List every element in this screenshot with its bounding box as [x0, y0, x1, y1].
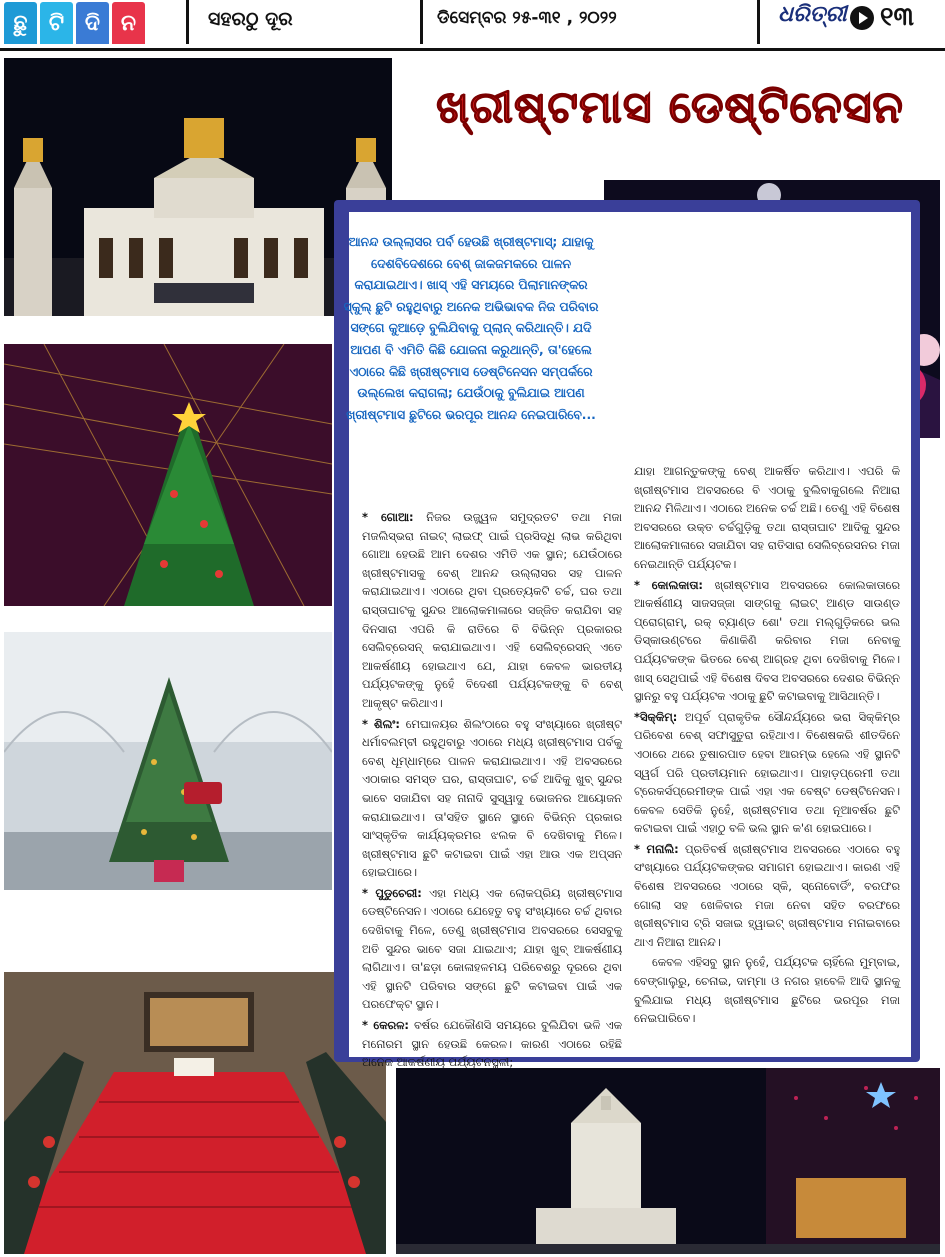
paragraph	[362, 884, 622, 1014]
place-keyword: * ଗୋଆ:	[362, 510, 414, 524]
paragraph-text: ଅପୂର୍ବ ପ୍ରାକୃତିକ ସୌନ୍ଦର୍ଯ୍ୟରେ ଭରା ସିକ୍କିମ୍‌ର ପରିବେଶ ବେଶ୍ ସଫାସୁତୁରା ରହିଥାଏ। ବିଶେଷକରି ଶୀତଦିନେ ଏଠାରେ ଥରେ ତୁଷାରପାତ ହେବା ଆରମ୍ଭ ହେଲେ ଏହି ସ୍ଥାନଟି ସ୍ୱର୍ଗ ପରି ପ୍ରତୀୟମାନ ହୋଇଥାଏ। ପାହାଡ଼ପ୍ରେମୀ ତଥା ଟ୍ରେକର୍ସପ୍ରେମୀଙ୍କ ପାଇଁ ଏହା ଏକ ବେଷ୍ଟ ଡେଷ୍ଟିନେସନ। କେବଳ ସେତିକି ନୁହେଁ, ଖ୍ରୀଷ୍ଟମାସ ତଥା ନୂଆବର୍ଷର ଛୁଟି କଟାଇବା ପାଇଁ ଏହାଠୁ ବଳି ଭଲ ସ୍ଥାନ କ'ଣ ହୋଇପାରେ।	[634, 709, 900, 836]
paragraph	[634, 840, 900, 952]
section-title: ସହରଠୁ ଦୂର	[208, 8, 293, 30]
masthead-rule	[0, 48, 945, 51]
section-tab: ଟି	[40, 2, 73, 44]
issue-date: ଡିସେମ୍ବର ୨୫-୩୧ , ୨୦୨୨	[437, 8, 617, 28]
intro-text: ଆନନ୍ଦ ଉଲ୍ଲାସର ପର୍ବ ହେଉଛି ଖ୍ରୀଷ୍ଟମାସ୍; ଯାହାକୁ ଦେଶବିଦେଶରେ ବେଶ୍ ଜାକଜମକରେ ପାଳନ କରାଯାଇଥାଏ। ଖାସ୍ ଏହି ସମୟରେ ପିଲାମାନଙ୍କର ସ୍କୁଲ୍ ଛୁଟି ରହୁଥିବାରୁ ଅନେକ ଅଭିଭାବକ ନିଜ ପରିବାର ସଙ୍ଗେ କୁଆଡ଼େ ବୁଲିଯିବାକୁ ପ୍ଲାନ୍ କରିଥାନ୍ତି। ଯଦି ଆପଣ ବି ଏମିତି କିଛି ଯୋଜନା କରୁଥାନ୍ତି, ତା'ହେଲେ ଏଠାରେ କିଛି ଖ୍ରୀଷ୍ଟମାସ ଡେଷ୍ଟିନେସନ ସମ୍ପର୍କରେ ଉଲ୍ଲେଖ କରାଗଲା; ଯେଉଁଠାକୁ ବୁଲିଯାଇ ଆପଣ ଖ୍ରୀଷ୍ଟମାସ ଛୁଟିରେ ଭରପୂର ଆନନ୍ଦ ନେଇପାରିବେ...	[343, 235, 599, 422]
place-keyword: * ପୁଡୁଚେରୀ:	[362, 885, 422, 900]
paragraph-text: ଏହା ମଧ୍ୟ ଏକ ଲୋକପ୍ରିୟ ଖ୍ରୀଷ୍ଟମାସ ଡେଷ୍ଟିନେସନ। ଏଠାରେ ଯେହେତୁ ବହୁ ସଂଖ୍ୟାରେ ଚର୍ଚ୍ଚ ଥିବାର ଦେଖିବାକୁ ମିଳେ, ତେଣୁ ଖ୍ରୀଷ୍ଟମାସ ଅବସରରେ ସେସବୁକୁ ଅତି ସୁନ୍ଦର ଭାବେ ସଜା ଯାଇଥାଏ; ଯାହା ଖୁବ୍ ଆକର୍ଷଣୀୟ ଲାଗିଥାଏ। ତା'ଛଡ଼ା କୋଳାହଳମୟ ପରିବେଶରୁ ଦୂରରେ ଥିବା ଏହି ସ୍ଥାନଟି ପରିବାର ସଙ୍ଗେ ଛୁଟି କଟାଇବା ପାଇଁ ଏକ ପରଫେକ୍ଟ ସ୍ଥାନ।	[362, 885, 622, 1012]
page-number: ୧୩	[880, 2, 914, 32]
paragraph	[634, 462, 900, 574]
paragraph	[362, 715, 622, 882]
paragraph	[634, 576, 900, 706]
brand-logo: ଧରିତ୍ରୀ	[778, 2, 847, 27]
paragraph	[362, 508, 622, 713]
paragraph-text: ପ୍ରତିବର୍ଷ ଖ୍ରୀଷ୍ଟମାସ ଅବସରରେ ଏଠାରେ ବହୁ ସଂଖ୍ୟାରେ ପର୍ଯ୍ୟଟକଙ୍କର ସମାଗମ ହୋଇଥାଏ। କାରଣ ଏହି ବିଶେଷ ଅବସରରେ ଏଠାରେ ସ୍କି, ସ୍ନୋବୋର୍ଡିଂ, ବରଫର ଗୋଲା ସହ ଖେଳିବାର ମଜା ନେବା ସହିତ ବରଫରେ ଖ୍ରୀଷ୍ଟମାସ ଟ୍ରି ସଜାଇ ହ୍ୱାଇଟ୍ ଖ୍ରୀଷ୍ଟମାସ ମନାଇବାରେ ଥାଏ ନିଆରା ଆନନ୍ଦ।	[634, 841, 900, 949]
play-icon	[850, 6, 874, 30]
paragraph-text: ମେଘାଳୟର ଶିଲଂଠାରେ ବହୁ ସଂଖ୍ୟାରେ ଖ୍ରୀଷ୍ଟ ଧର୍ମାବଲମ୍ବୀ ରହୁଥିବାରୁ ଏଠାରେ ମଧ୍ୟ ଖ୍ରୀଷ୍ଟମାସ ପର୍ବକୁ ବେଶ୍ ଧୂମ୍‌ଧାମ୍‌ରେ ପାଳନ କରାଯାଇଥାଏ। ଏହି ଅବସରରେ ଏଠାକାର ସମସ୍ତ ଘର, ରାସ୍ତାଘାଟ, ଚର୍ଚ୍ଚ ଆଦିକୁ ଖୁବ୍ ସୁନ୍ଦର ଭାବେ ସଜାଯିବା ସହ ନାନାଦି ସୁସ୍ୱାଦୁ ଭୋଜନର ଆୟୋଜନ କରାଯାଇଥାଏ। ତା'ସହିତ ସ୍ଥାନେ ସ୍ଥାନେ ବିଭିନ୍ନ ପ୍ରକାର ସାଂସ୍କୃତିକ କାର୍ଯ୍ୟକ୍ରମର ଝଲକ ବି ଦେଖିବାକୁ ମିଳେ। ଖ୍ରୀଷ୍ଟମାସ ଛୁଟି କଟାଇବା ପାଇଁ ଏହା ଆଉ ଏକ ଅପ୍ସନ ହୋଇପାରେ।	[362, 716, 623, 880]
paragraph-text: ନିଜର ଉଜ୍ଜ୍ୱଳ ସମୁଦ୍ରତଟ ତଥା ମଜା ମଜଲିସ୍‌ଭରା ନାଇଟ୍ ଲାଇଫ୍ ପାଇଁ ପ୍ରସିଦ୍ଧି ଲାଭ କରିଥିବା ଗୋଆ ହେଉଛି ଆମ ଦେଶର ଏମିତି ଏକ ସ୍ଥାନ; ଯେଉଁଠାରେ ଖ୍ରୀଷ୍ଟମାସକୁ ବେଶ୍ ଆନନ୍ଦ ଉଲ୍ଲାସର ସହ ପାଳନ କରାଯାଇଥାଏ। ଏଠାରେ ଥିବା ପ୍ରତ୍ୟେକଟି ଚର୍ଚ୍ଚ, ଘର ତଥା ରାସ୍ତାଘାଟକୁ ସୁନ୍ଦର ଆଲୋକମାଳାରେ ସଜ୍ଜିତ କରାଯିବା ସହ ଦିନସାରା ଏପରି କି ରାତିରେ ବି ବିଭିନ୍ନ ପ୍ରକାରର ସେଲିବ୍ରେସନ୍ କରାଯାଇଥାଏ। ଏହି ସେଲିବ୍ରେସନ୍ ଏତେ ଆକର୍ଷଣୀୟ ହୋଇଥାଏ ଯେ, ଯାହା କେବଳ ଭାରତୀୟ ପର୍ଯ୍ୟଟକଙ୍କୁ ନୁହେଁ ବିଦେଶୀ ପର୍ଯ୍ୟଟକଙ୍କୁ ବି ବେଶ୍ ଆକୃଷ୍ଟ କରିଥାଏ।	[362, 510, 622, 710]
paragraph-text: ଖ୍ରୀଷ୍ଟମାସ ଅବସରରେ କୋଲକାତାରେ ଆକର୍ଷଣୀୟ ସାଜସଜ୍ଜା ସାଙ୍ଗକୁ ଲାଇଟ୍ ଆଣ୍ଡ ସାଉଣ୍ଡ ପ୍ରୋଗ୍ରାମ୍, ରକ୍ ବ୍ୟାଣ୍ଡ ଶୋ' ତଥା ମଲ୍‌ଗୁଡ଼ିକରେ ଭଲ ଡିସ୍‌କାଉଣ୍ଟରେ କିଣାକିଣି କରିବାର ମଜା ନେବାକୁ ପର୍ଯ୍ୟଟକଙ୍କ ଭିତରେ ବେଶ୍ ଆଗ୍ରହ ଥିବା ଦେଖିବାକୁ ମିଳେ। ଖାସ୍ ସେଥିପାଇଁ ଏହି ବିଶେଷ ଦିବସ ଅବସରରେ ଦେଶର ବିଭିନ୍ନ ସ୍ଥାନରୁ ବହୁ ପର୍ଯ୍ୟଟକ ଏଠାକୁ ଛୁଟି କଟାଇବାକୁ ଆସିଥାନ୍ତି।	[634, 577, 900, 704]
headline: ଖ୍ରୀଷ୍ଟମାସ ଡେଷ୍ଟିନେସନ	[436, 82, 904, 133]
masthead-divider	[757, 0, 760, 44]
paragraph-text: କେବଳ ଏହିସବୁ ସ୍ଥାନ ନୁହେଁ, ପର୍ଯ୍ୟଟକ ଚାହିଁଲେ ମୁମ୍ବାଇ, ବେଙ୍ଗାଲୁରୁ, ଚେନାଇ, ଦାମ୍ମା ଓ ନଗର ହାବେଳି ଆଦି ସ୍ଥାନକୁ ବୁଲିଯାଇ ମଧ୍ୟ ଖ୍ରୀଷ୍ଟମାସ ଛୁଟିରେ ଭରପୂର ମଜା ନେଇପାରିବେ।	[634, 955, 900, 1026]
place-keyword: *ସିକ୍କିମ୍:	[634, 709, 678, 724]
section-tabs	[4, 2, 145, 44]
place-keyword: * ମନାଲି:	[634, 841, 679, 856]
article-left-column	[362, 508, 622, 1074]
section-tab: ନ	[112, 2, 145, 44]
paragraph	[634, 953, 900, 1027]
airport-tree-photo	[4, 632, 332, 890]
paragraph	[634, 708, 900, 838]
section-tab: ଛୁ	[4, 2, 37, 44]
masthead-divider	[186, 0, 189, 44]
place-keyword: * କୋଲକାତା:	[634, 577, 703, 592]
place-keyword: * ଶିଲଂ:	[362, 716, 400, 731]
place-keyword: * କେରଳ:	[362, 1018, 409, 1033]
goa-church-night-photo	[396, 1068, 940, 1254]
article-right-column	[634, 462, 900, 1030]
paragraph-text: ଯାହା ଆଗନ୍ତୁକଙ୍କୁ ବେଶ୍ ଆକର୍ଷିତ କରିଥାଏ। ଏପରି କି ଖ୍ରୀଷ୍ଟମାସ ଅବସରରେ ବି ଏଠାକୁ ବୁଲିବାକୁଗଲେ ନିଆରା ଆନନ୍ଦ ମିଳିଥାଏ। ଏଠାରେ ଅନେକ ଚର୍ଚ୍ଚ ଅଛି। ତେଣୁ ଏହି ବିଶେଷ ଅବସରରେ ଉକ୍ତ ଚର୍ଚ୍ଚଗୁଡ଼ିକୁ ତଥା ରାସ୍ତାଘାଟ ଆଦିକୁ ସୁନ୍ଦର ଆଲୋକମାଳାରେ ସଜାଯିବା ସହ ରାତିସାରା ସେଲିବ୍ରେସନର ମଜା ନେଇଥାନ୍ତି ପର୍ଯ୍ୟଟକ।	[634, 464, 900, 571]
section-tab: ଦି	[76, 2, 109, 44]
mall-red-stairs-photo	[4, 972, 386, 1254]
masthead-divider	[420, 0, 423, 44]
paragraph-text: ବର୍ଷର ଯେକୌଣସି ସମୟରେ ବୁଲିଯିବା ଭଳି ଏକ ମନୋରମ ସ୍ଥାନ ହେଉଛି କେରଳ। କାରଣ ଏଠାରେ ରହିଛି ଅନେକ ଆକର୍ଷଣୀୟ ପର୍ଯ୍ୟଟନସ୍ଥଳୀ;	[362, 1018, 622, 1070]
paragraph	[362, 1016, 622, 1072]
xmas-tree-lights-photo	[4, 344, 332, 606]
